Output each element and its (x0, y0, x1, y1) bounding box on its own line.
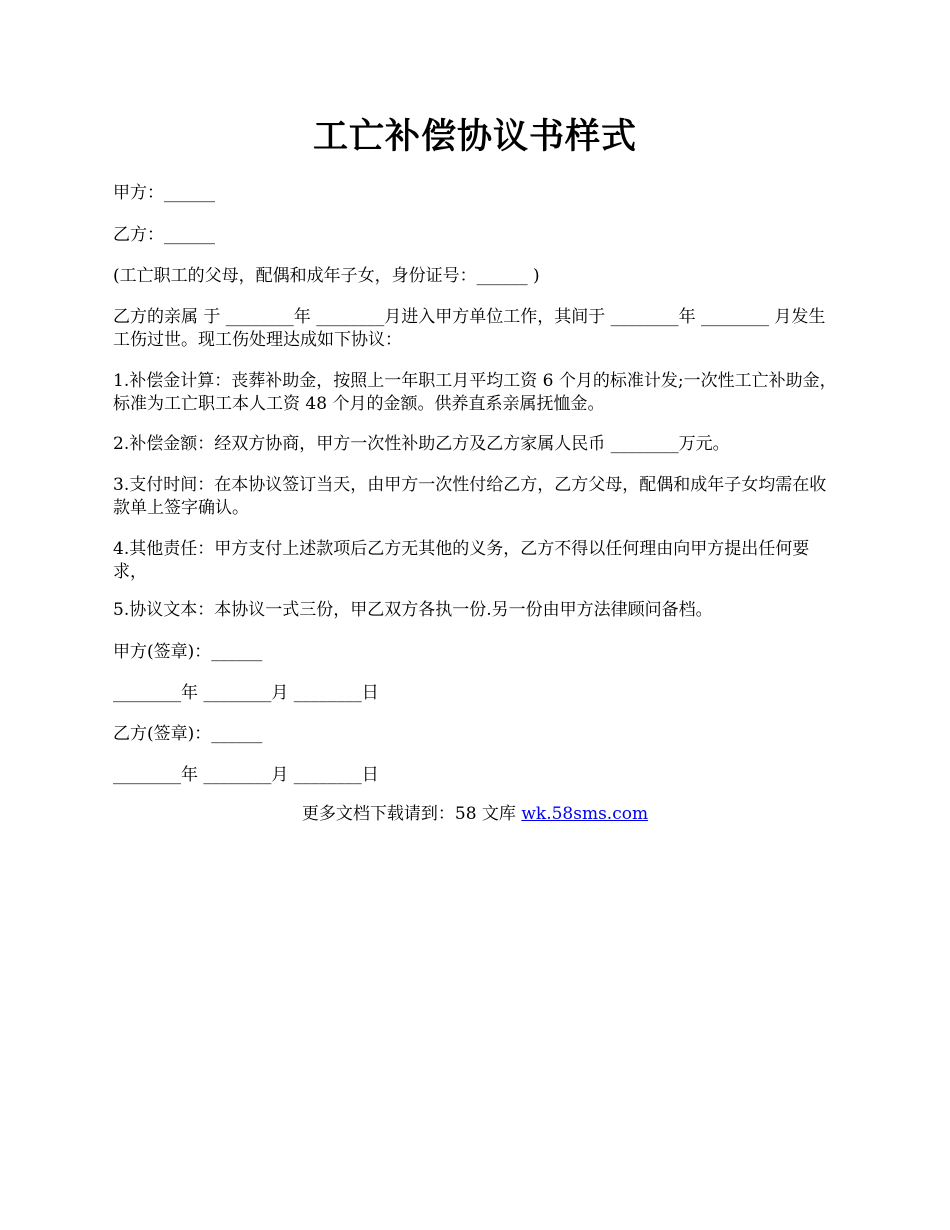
footer-text: 更多文档下载请到：58 文库 (301, 804, 522, 824)
clause-2: 2.补偿金额：经双方协商，甲方一次性补助乙方及乙方家属人民币 ________万元。 (113, 434, 730, 454)
clause-3: 3.支付时间：在本协议签订当天，由甲方一次性付给乙方，乙方父母，配偶和成年子女均需在收款单上签字确认。 (113, 475, 827, 518)
party-a-line: 甲方：______ (113, 183, 215, 203)
party-b-note: (工亡职工的父母，配偶和成年子女，身份证号：______ ) (113, 266, 540, 286)
footer (0, 803, 950, 826)
party-a-signature: 甲方(签章)：______ (113, 642, 263, 662)
party-b-line: 乙方：______ (113, 225, 215, 245)
document-title: 工亡补偿协议书样式 (312, 116, 637, 157)
clause-1: 1.补偿金计算：丧葬补助金，按照上一年职工月平均工资 6 个月的标准计发;一次性工亡补助金，标准为工亡职工本人工资 48 个月的金额。供养直系亲属抚恤金。 (113, 371, 837, 414)
party-b-date: ________年 ________月 ________日 (113, 765, 379, 785)
footer-link[interactable]: wk.58sms.com (521, 804, 649, 824)
clause-5: 5.协议文本：本协议一式三份，甲乙双方各执一份.另一份由甲方法律顾问备档。 (113, 600, 713, 620)
party-b-signature: 乙方(签章)：______ (113, 724, 263, 744)
intro-paragraph: 乙方的亲属 于 ________年 ________月进入甲方单位工作，其间于 ________年 ________ 月发生工伤过世。现工伤处理达成如下协议： (113, 307, 826, 350)
party-a-date: ________年 ________月 ________日 (113, 683, 379, 703)
clause-4: 4.其他责任：甲方支付上述款项后乙方无其他的义务，乙方不得以任何理由向甲方提出任何要求， (113, 539, 810, 582)
